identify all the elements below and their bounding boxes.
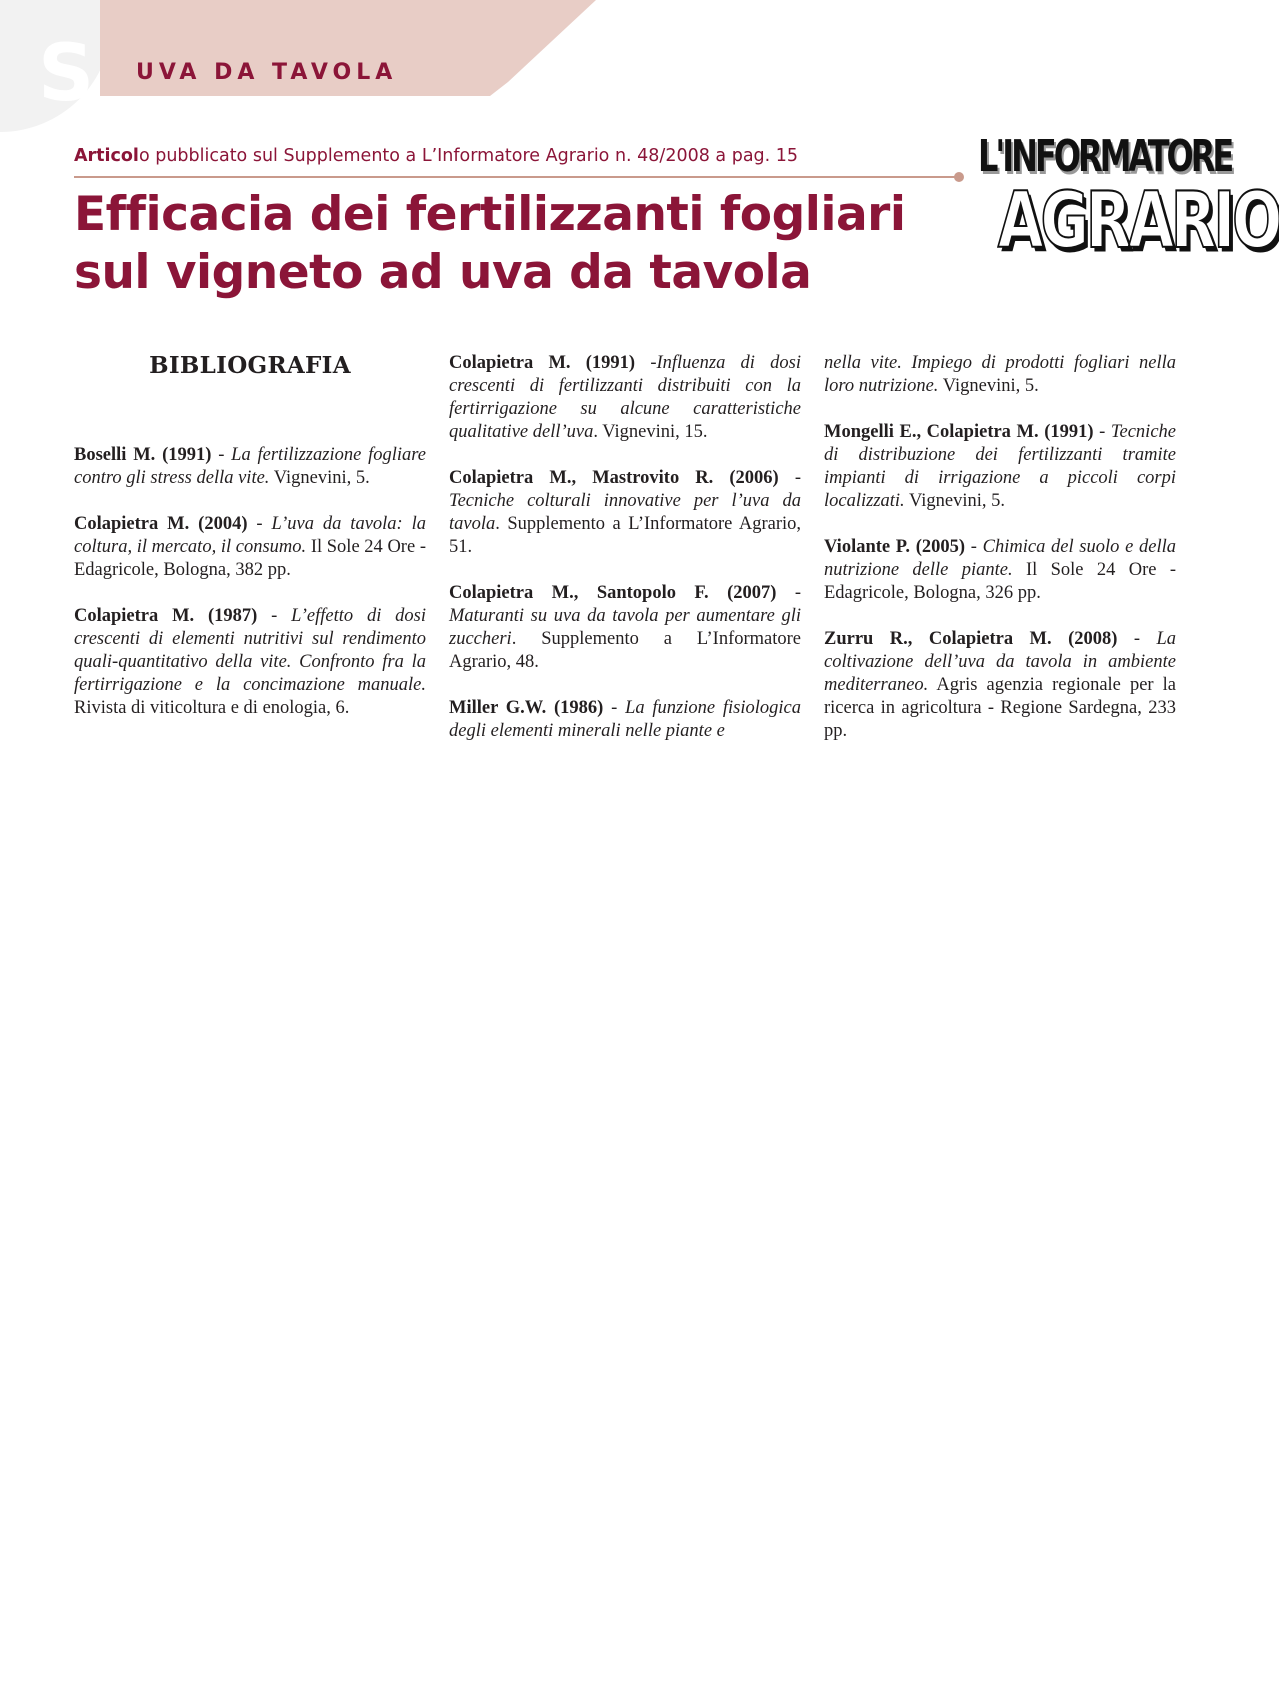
bibliography-column-2 (449, 352, 801, 766)
reference-item: Colapietra M. (1987) - L’effetto di dosi crescenti di elementi nutritivi sul rendimento quali-quantitativo della vite. Confronto fra la fertirrigazione e la concimazione manuale. Rivista di viticoltura e di enologia, 6. (74, 606, 426, 718)
article-note-highlight: Articol (74, 146, 139, 166)
note-rule-end-dot (954, 172, 964, 182)
logo-line-2: AGRARIO (997, 175, 1279, 267)
reference-item: Miller G.W. (1986) - La funzione fisiologica degli elementi minerali nelle piante e (449, 698, 802, 741)
reference-item: Colapietra M. (1991) -Influenza di dosi crescenti di fertilizzanti distribuiti con la fertirrigazione su alcune caratteristiche qualitative dell’uva. Vignevini, 15. (449, 353, 801, 442)
section-label: UVA DA TAVOLA (136, 60, 398, 85)
logo-line-1: L'INFORMATORE (978, 130, 1232, 182)
reference-item: Mongelli E., Colapietra M. (1991) - Tecniche di distribuzione dei fertilizzanti tramite impianti di irrigazione a piccoli corpi localizzati. Vignevini, 5. (824, 422, 1176, 511)
article-title (74, 186, 934, 302)
reference-item: Colapietra M., Santopolo F. (2007) - Maturanti su uva da tavola per aumentare gli zuccheri. Supplemento a L’Informatore Agrario, 48. (449, 583, 801, 672)
reference-item: Zurru R., Colapietra M. (2008) - La coltivazione dell’uva da tavola in ambiente mediterraneo. Agris agenzia regionale per la ricerca in agricoltura - Regione Sardegna, 233 pp. (824, 629, 1176, 741)
reference-item: Colapietra M., Mastrovito R. (2006) - Tecniche colturali innovative per l’uva da tavola. Supplemento a L’Informatore Agrario, 51. (449, 468, 801, 557)
magazine-logo (978, 130, 1279, 268)
title-line-2: sul vigneto ad uva da tavola (74, 245, 812, 300)
bibliography-heading: BIBLIOGRAFIA (149, 352, 351, 379)
article-note (74, 146, 798, 166)
bibliography-column-1 (74, 352, 426, 743)
reference-item: Violante P. (2005) - Chimica del suolo e della nutrizione delle piante. Il Sole 24 Ore - Edagricole, Bologna, 326 pp. (824, 537, 1176, 603)
reference-item: Boselli M. (1991) - La fertilizzazione fogliare contro gli stress della vite. Vignevini, 5. (74, 445, 426, 488)
title-line-1: Efficacia dei fertilizzanti fogliari (74, 187, 906, 242)
note-rule (74, 176, 959, 178)
reference-item: Colapietra M. (2004) - L’uva da tavola: la coltura, il mercato, il consumo. Il Sole 24 Ore - Edagricole, Bologna, 382 pp. (74, 514, 427, 580)
badge-letter: S (38, 29, 95, 119)
article-note-text: o pubblicato sul Supplemento a L’Informatore Agrario n. 48/2008 a pag. 15 (138, 146, 799, 166)
header-band (0, 0, 1240, 119)
reference-item-continued: nella vite. Impiego di prodotti fogliari nella loro nutrizione. Vignevini, 5. (824, 353, 1176, 396)
bibliography-column-3 (824, 352, 1176, 766)
